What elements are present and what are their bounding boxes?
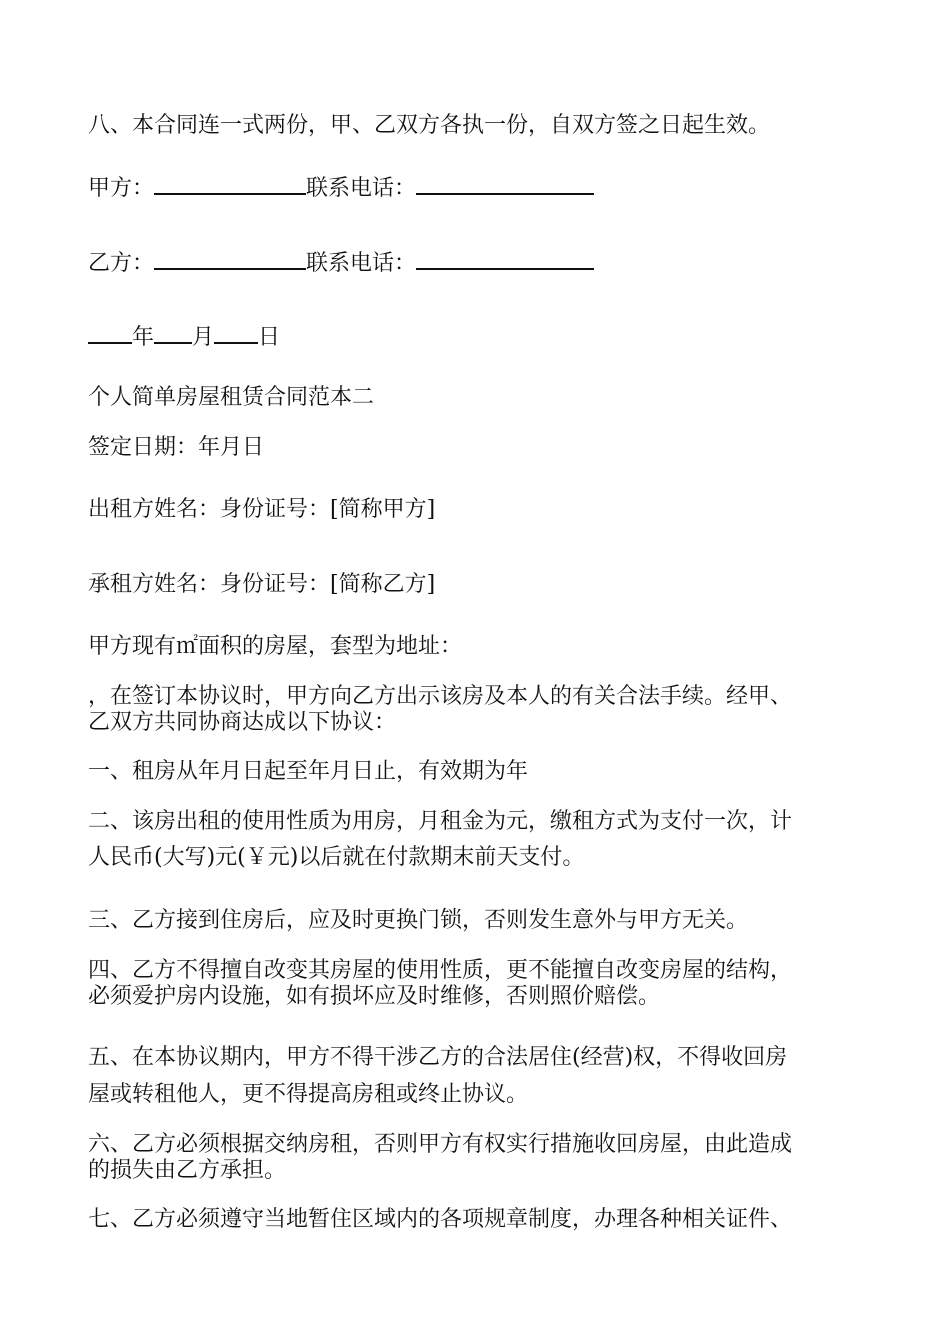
sign-date: 签定日期：年月日 <box>88 435 265 460</box>
intro-line-1: ，在签订本协议时，甲方向乙方出示该房及本人的有关合法手续。经甲、 <box>88 684 793 709</box>
clause-three: 三、乙方接到住房后，应及时更换门锁，否则发生意外与甲方无关。 <box>88 908 749 933</box>
party-b-signature-line <box>88 248 878 277</box>
day-blank[interactable] <box>214 322 258 344</box>
party-a-phone-label: 联系电话： <box>306 176 417 201</box>
lessor-info: 出租方姓名：身份证号：[简称甲方] <box>88 497 436 522</box>
document-title-two: 个人简单房屋租赁合同范本二 <box>88 385 375 410</box>
party-a-blank[interactable] <box>154 173 306 195</box>
party-a-label: 甲方： <box>88 176 155 201</box>
clause-two-line-2: 人民币(大写)元(￥元)以后就在付款期末前天支付。 <box>88 845 585 870</box>
clause-six-line-1: 六、乙方必须根据交纳房租，否则甲方有权实行措施收回房屋，由此造成 <box>88 1132 793 1157</box>
house-info: 甲方现有㎡面积的房屋，套型为地址： <box>88 634 463 659</box>
party-b-phone-blank[interactable] <box>416 248 594 270</box>
month-blank[interactable] <box>154 322 192 344</box>
day-label: 日 <box>258 325 281 350</box>
clause-five-line-2: 屋或转租他人，更不得提高房租或终止协议。 <box>88 1082 529 1107</box>
clause-four-line-2: 必须爱护房内设施，如有损坏应及时维修，否则照价赔偿。 <box>88 984 661 1009</box>
year-label: 年 <box>132 325 155 350</box>
clause-five-line-1: 五、在本协议期内，甲方不得干涉乙方的合法居住(经营)权，不得收回房 <box>88 1045 788 1070</box>
clause-two-line-1: 二、该房出租的使用性质为用房，月租金为元，缴租方式为支付一次，计 <box>88 809 793 834</box>
clause-eight: 八、本合同连一式两份，甲、乙双方各执一份，自双方签之日起生效。 <box>88 113 771 138</box>
party-a-signature-line <box>88 173 878 202</box>
party-a-phone-blank[interactable] <box>416 173 594 195</box>
party-b-blank[interactable] <box>154 248 306 270</box>
clause-seven-line-1: 七、乙方必须遵守当地暂住区域内的各项规章制度，办理各种相关证件、 <box>88 1207 793 1232</box>
year-blank[interactable] <box>88 322 132 344</box>
month-label: 月 <box>192 325 215 350</box>
party-b-phone-label: 联系电话： <box>306 251 417 276</box>
party-b-label: 乙方： <box>88 251 155 276</box>
lessee-info: 承租方姓名：身份证号：[简称乙方] <box>88 572 436 597</box>
clause-one: 一、租房从年月日起至年月日止，有效期为年 <box>88 759 529 784</box>
date-line <box>88 322 878 351</box>
intro-line-2: 乙双方共同协商达成以下协议： <box>88 710 397 735</box>
clause-six-line-2: 的损失由乙方承担。 <box>88 1158 287 1183</box>
clause-four-line-1: 四、乙方不得擅自改变其房屋的使用性质，更不能擅自改变房屋的结构， <box>88 958 793 983</box>
